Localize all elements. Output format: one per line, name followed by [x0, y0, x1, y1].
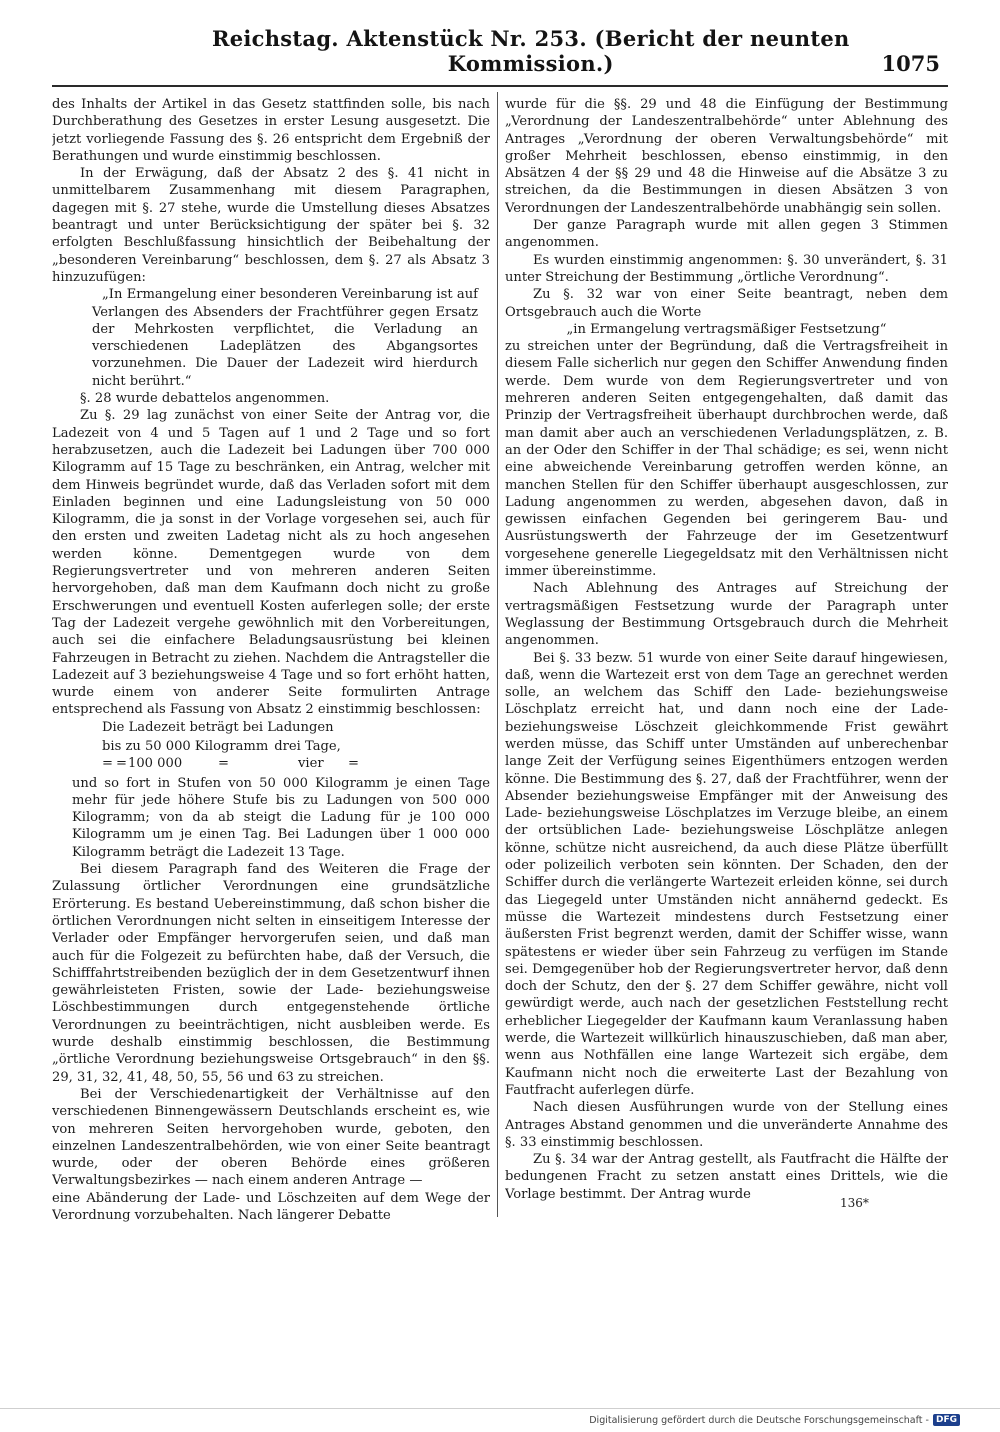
column-divider [497, 92, 498, 1217]
paragraph: Bei diesem Paragraph fand des Weiteren die Frage der Zulassung örtlicher Verordnungen eine grundsätzliche Erörterung. Es bestand Uebereinstimmung, daß schon bisher die örtlichen Verordnungen nicht selten in einseitigem Interesse der Verlader oder Empfänger hervorgerufen seien, und daß man auch für die Folgezeit zu befürchten habe, daß der Versuch, die Schifffahrtstreibenden bezüglich der in dem Gesetzentwurf ihnen gewährleisteten Fristen, sowie der Lade- beziehungsweise Löschbestimmungen durch entgegenstehende örtliche Verordnungen zu beeinträchtigen, nicht ausbleiben werde. Es wurde deshalb einstimmig beschlossen, die Bestimmung „örtliche Verordnung beziehungsweise Ortsgebrauch“ in den §§. 29, 31, 32, 41, 48, 50, 55, 56 und 63 zu streichen. [52, 862, 490, 1085]
dfg-logo-icon: DFG [933, 1414, 960, 1426]
footer-text: Digitalisierung gefördert durch die Deutsche Forschungsgemeinschaft - [589, 1414, 929, 1426]
page-number: 1075 [881, 51, 940, 76]
table-cell: bis zu 50 000 Kilogramm [102, 738, 269, 754]
signature-mark: 136* [840, 1196, 869, 1210]
paragraph: Nach diesen Ausführungen wurde von der Stellung eines Antrages Abstand genommen und die unveränderte Annahme des §. 33 einstimmig beschlossen. [505, 1100, 948, 1150]
quoted-phrase: „in Ermangelung vertragsmäßiger Festsetzung“ [566, 321, 887, 337]
footer-rule [0, 1408, 1000, 1409]
paragraph: wurde für die §§. 29 und 48 die Einfügung der Bestimmung „Verordnung der Landeszentralbehörde“ unter Ablehnung des Antrages „Verordnung der oberen Verwaltungsbehörde“ mit großer Mehrheit beschlossen, ebenso einstimmig, in den Absätzen 4 der §§ 29 und 48 die Hinweise auf die Absätze 3 zu streichen, da die Bestimmungen in diesen Absätzen 3 von Verordnungen der Landeszentralbehörde unabhängig sein sollen. [505, 97, 948, 216]
left-column [52, 96, 490, 1222]
table-row [72, 755, 490, 772]
paragraph: Zu §. 34 war der Antrag gestellt, als Fautfracht die Hälfte der bedungenen Fracht zu setzen anstatt eines Drittels, wie die Vorlage bestimmt. Der Antrag wurde [505, 1152, 948, 1202]
paragraph: Nach Ablehnung des Antrages auf Streichung der vertragsmäßigen Festsetzung wurde der Paragraph unter Weglassung der Bestimmung Ortsgebrauch durch die Mehrheit angenommen. [505, 581, 948, 649]
page-header [60, 26, 940, 76]
paragraph: §. 28 wurde debattelos angenommen. [80, 391, 330, 407]
table-intro: Die Ladezeit beträgt bei Ladungen [102, 719, 334, 735]
running-title: Reichstag. Aktenstück Nr. 253. (Bericht der neunten Kommission.) [211, 26, 850, 76]
paragraph: In der Erwägung, daß der Absatz 2 des §. 41 nicht in unmittelbarem Zusammenhang mit diesem Paragraphen, dagegen mit §. 27 stehe, wurde die Umstellung dieses Absatzes beantragt und unter Berücksichtigung der später bei §. 32 erfolgten Beschlußfassung hinsichtlich der Beibehaltung der „besonderen Vereinbarung“ beschlossen, dem §. 27 als Absatz 3 hinzuzufügen: [52, 166, 490, 285]
header-rule [52, 85, 948, 87]
paragraph: Zu §. 32 war von einer Seite beantragt, neben dem Ortsgebrauch auch die Worte [505, 287, 948, 320]
loading-time-table [72, 738, 490, 773]
paragraph: Bei §. 33 bezw. 51 wurde von einer Seite darauf hingewiesen, daß, wenn die Wartezeit erst von dem Tage an gerechnet werden solle, an welchem das Schiff den Lade- beziehungsweise Löschplatz erreicht hat, und dann noch eine der Lade- beziehungsweise Löschzeit gleichkommende Frist gewährt werden müsse, das Schiff unter Umständen auf unberechenbar lange Zeit der Verfügung seines Eigenthümers entzogen werden könne. Die Bestimmung des §. 27, daß der Frachtführer, wenn der Absender beziehungsweise Empfänger mit der Anweisung des Lade- beziehungsweise Löschplatzes im Verzuge bleibe, an einem der ortsüblichen Lade- beziehungsweise Löschplätze anlegen könne, schütze nicht ausreichend, da auch diese Plätze überfüllt oder polizeilich verboten sein könnten. Der Schaden, den der Schiffer durch die verlängerte Wartezeit erleiden könne, sei durch das Liegegeld unter Umständen nicht annähernd gedeckt. Es müsse die Wartezeit mindestens durch Festsetzung einer äußersten Frist begrenzt werden, damit der Schiffer wisse, wann spätestens er wieder über sein Fahrzeug zu verfügen im Stande sei. Demgegenüber hob der Regierungsvertreter hervor, daß denn doch der Schutz, den der §. 27 dem Schiffer gewähre, nicht voll gewürdigt werde, auch nach der gesetzlichen Feststellung recht erheblicher Liegegelder der Kaufmann kaum Veranlassung haben werde, die Wartezeit willkürlich hinauszuschieben, daß man aber, wenn aus Nothfällen eine lange Wartezeit sich ergäbe, dem Kaufmann nicht noch die erweiterte Last der Bezahlung von Fautfracht auferlegen dürfe. [505, 650, 948, 1098]
table-cell: 100 000 [128, 756, 183, 772]
paragraph: und so fort in Stufen von 50 000 Kilogramm je einen Tage mehr für jede höhere Stufe bis zu Ladungen von 500 000 Kilogramm; von da ab steigt die Ladung für je 100 000 Kilogramm um je einen Tag. Bei Ladungen über 1 000 000 Kilogramm beträgt die Ladezeit 13 Tage. [72, 775, 490, 860]
paragraph: Es wurden einstimmig angenommen: §. 30 unverändert, §. 31 unter Streichung der Bestimmung „örtliche Verordnung“. [505, 252, 948, 285]
table-cell: vier [298, 756, 324, 772]
paragraph: zu streichen unter der Begründung, daß die Vertragsfreiheit in diesem Falle sicherlich nur gegen den Schiffer Anwendung finden werde. Dem wurde von dem Regierungsvertreter und von mehreren anderen Seiten entgegengehalten, daß damit das Prinzip der Vertragsfreiheit überhaupt durchbrochen werde, daß man damit aber auch an verschiedenen Verladungsplätzen, z. B. an der Oder den Schiffer in der Thal schädige; es sei, wenn nicht eine abweichende Vereinbarung getroffen werden könne, an manchen Stellen für den Schiffer überhaupt ausgeschlossen, zur Ladung angenommen zu werden, abgesehen davon, daß in gewissen einfachen Gegenden bei geringerem Bau- und Ausrüstungswerth der Fahrzeuge der im Gesetzentwurf vorgesehene generelle Liegegeldsatz mit den Verhältnissen nicht immer übereinstimme. [505, 339, 948, 580]
footer [589, 1414, 960, 1426]
ditto-mark: = [102, 756, 113, 772]
paragraph: des Inhalts der Artikel in das Gesetz stattfinden solle, bis nach Durchberathung des Gesetzes in erster Lesung ausgesetzt. Die jetzt vorliegende Fassung des §. 26 entspricht dem Ergebniß der Berathungen und wurde einstimmig beschlossen. [52, 97, 490, 164]
paragraph: Zu §. 29 lag zunächst von einer Seite der Antrag vor, die Ladezeit von 4 und 5 Tagen auf 1 und 2 Tage und so fort herabzusetzen, auch die Ladezeit bei Ladungen über 700 000 Kilogramm auf 15 Tage zu beschränken, ein Antrag, welcher mit dem Hinweis begründet wurde, daß das Verladen sofort mit dem Einladen beginnen und eine Ladungsleistung von 50 000 Kilogramm, die ja sonst in der Vorlage vorgesehen sei, auch für den ersten und zweiten Ladetag nicht als zu hoch angesehen werden könne. Dementgegen wurde von dem Regierungsvertreter und von mehreren anderen Seiten hervorgehoben, daß man dem Kaufmann doch nicht zu große Erschwerungen und eventuell Kosten auferlegen solle; der erste Tag der Ladezeit vergehe gewöhnlich mit den Vorbereitungen, auch sei die einfachere Beladungsausrüstung bei kleinen Fahrzeugen in Betracht zu ziehen. Nachdem die Antragsteller die Ladezeit auf 3 beziehungsweise 4 Tage und so fort erhöht hatten, wurde einem von anderer Seite formulirten Antrage entsprechend als Fassung von Absatz 2 einstimmig beschlossen: [52, 408, 490, 718]
quoted-provision: „In Ermangelung einer besonderen Vereinbarung ist auf Verlangen des Absenders der Frachtführer gegen Ersatz der Mehrkosten verpflichtet, die Verladung an verschiedenen Ladeplätzen des Abgangsortes vorzunehmen. Die Dauer der Ladezeit wird hierdurch nicht berührt.“ [92, 287, 478, 389]
ditto-mark: = [116, 756, 127, 772]
table-cell: drei Tage, [274, 738, 341, 754]
paragraph: eine Abänderung der Lade- und Löschzeiten auf dem Wege der Verordnung vorzubehalten. Nach längerer Debatte [52, 1190, 490, 1222]
right-column [505, 96, 948, 1222]
table-row [72, 738, 490, 755]
paragraph: Der ganze Paragraph wurde mit allen gegen 3 Stimmen angenommen. [505, 218, 948, 251]
ditto-mark: = [218, 756, 229, 772]
paragraph: Bei der Verschiedenartigkeit der Verhältnisse auf den verschiedenen Binnengewässern Deutschlands erscheint es, wie von mehreren Seiten hervorgehoben wurde, geboten, den einzelnen Landeszentralbehörden, wie von einer Seite beantragt wurde, oder der oberen Behörde eines größeren Verwaltungsbezirkes — nach einem anderen Antrage — [52, 1086, 490, 1189]
ditto-mark: = [348, 756, 359, 772]
